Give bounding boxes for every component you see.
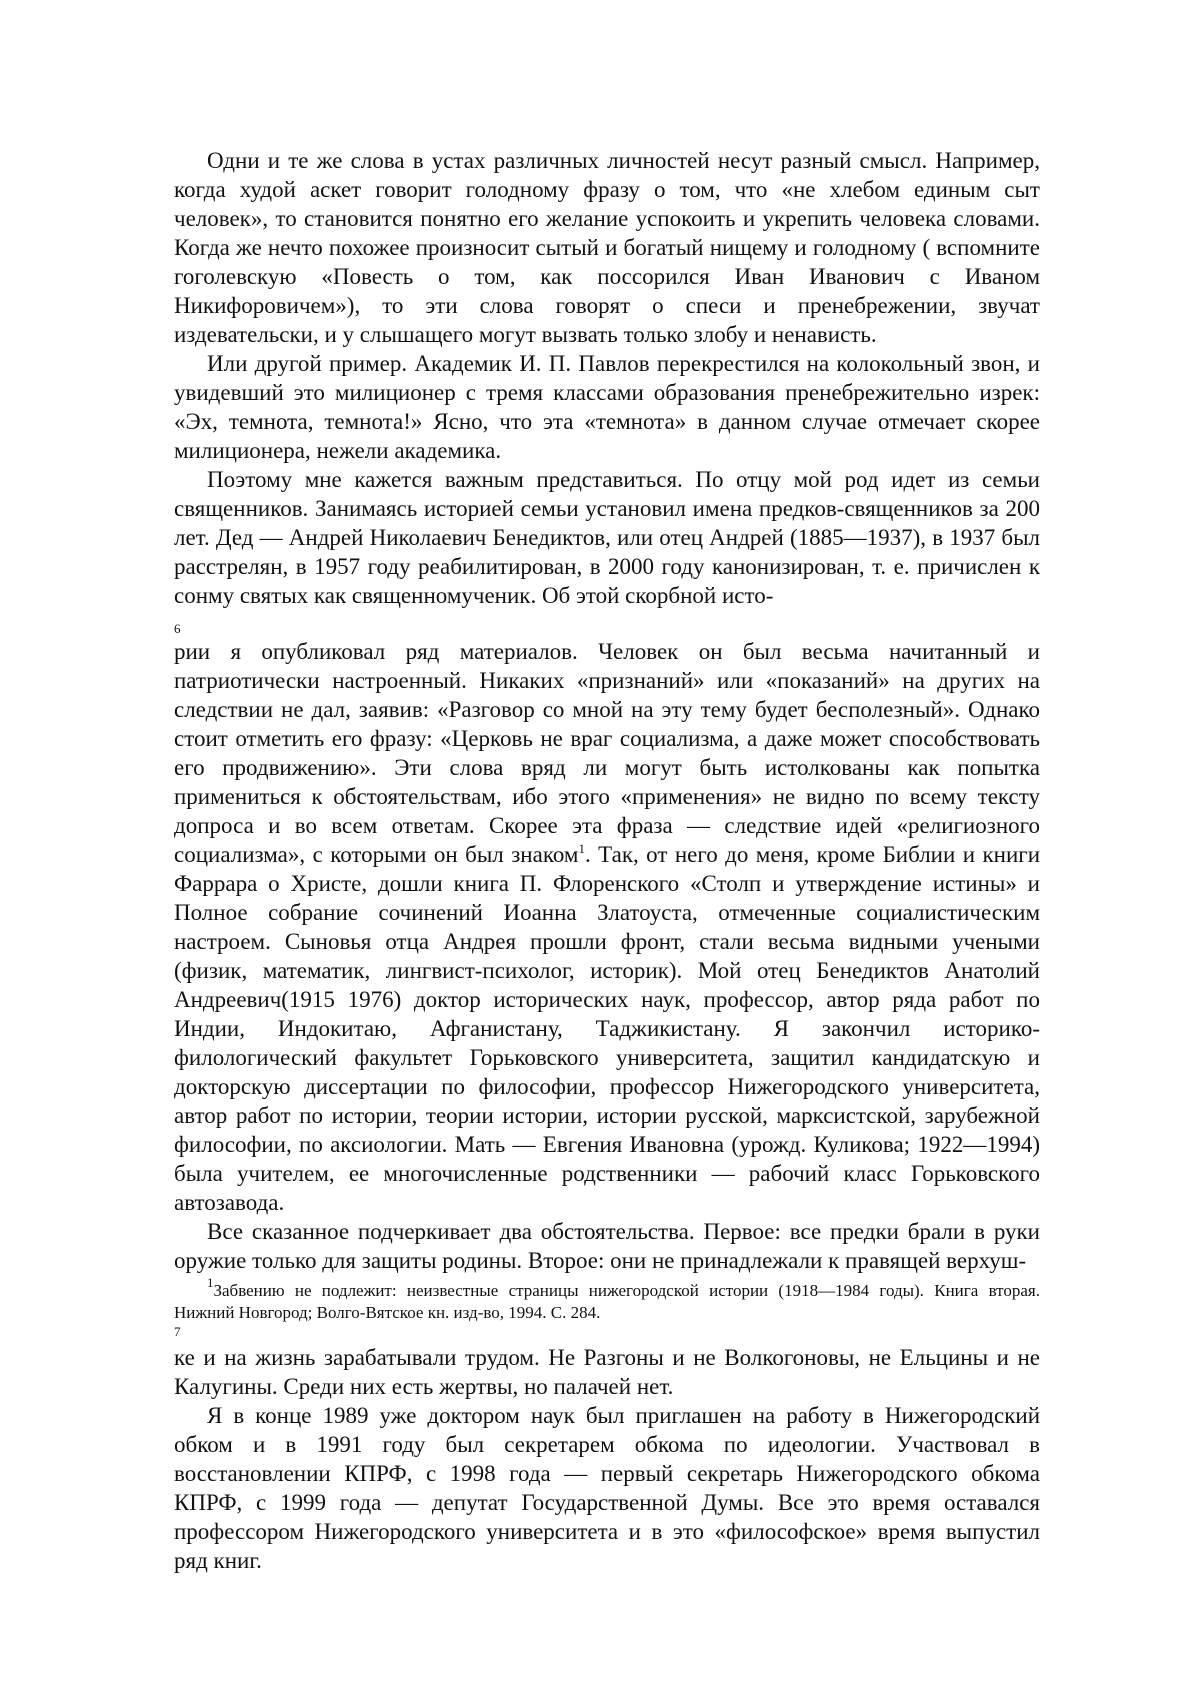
- paragraph: Все сказанное подчеркивает два обстоятельства. Первое: все предки брали в руки оружие только для защиты родины. Второе: они не принадлежали к правящей верхуш-: [174, 1219, 1040, 1273]
- footnote-lead: [174, 1275, 214, 1300]
- page-number: 6: [174, 621, 181, 636]
- footnote-text: Забвению не подлежит: неизвестные страницы нижегородской истории (1918—1984 годы). Книга вторая. Нижний Новгород; Волго-Вятское кн. изд-во, 1994. С. 284.: [174, 1281, 1040, 1322]
- footnote: [174, 1275, 1040, 1324]
- paragraph: [174, 637, 1040, 1217]
- footnote-mark: 1: [207, 1275, 214, 1290]
- text-block-page-8: [174, 1343, 1040, 1575]
- paragraph: Или другой пример. Академик И. П. Павлов перекрестился на колокольный звон, и увидевший это милиционер с тремя классами образования пренебрежительно изрек: «Эх, темнота, темнота!» Ясно, что эта «темнота» в данном случае отмечает скорее милиционера, нежели академика.: [174, 351, 1040, 463]
- text-block-page-6: [174, 146, 1040, 610]
- page-number: 7: [174, 1324, 181, 1339]
- paragraph: Поэтому мне кажется важным представиться. По отцу мой род идет из семьи священников. Занимаясь историей семьи установил имена предков-священников за 200 лет. Дед — Андрей Николаевич Бенедиктов, или отец Андрей (1885—1937), в 1937 был расстрелян, в 1957 году реабилитирован, в 2000 году канонизирован, т. е. причислен к сонму святых как священномученик. Об этой скорбной исто-: [174, 467, 1040, 608]
- paragraph-text: . Так, от него до меня, кроме Библии и книги Фаррара о Христе, дошли книга П. Флоренского «Столп и утверждение истины» и Полное собрание сочинений Иоанна Златоуста, отмеченные социалистическим настроем. Сыновья отца Андрея прошли фронт, стали весьма видными учеными (физик, математик, лингвист-психолог, историк). Мой отец Бенедиктов Анатолий Андреевич(1915 1976) доктор исторических наук, профессор, автор ряда работ по Индии, Индокитаю, Афганистану, Таджикистану. Я закончил историко-филологический факультет Горьковского университета, защитил кандидатскую и докторскую диссертации по философии, профессор Нижегородского университета, автор работ по истории, теории истории, истории русской, марксистской, зарубежной философии, по аксиологии. Мать — Евгения Ивановна (урожд. Куликова; 1922—1994) была учителем, ее многочисленные родственники — рабочий класс Горьковского автозавода.: [174, 842, 1041, 1215]
- paragraph: ке и на жизнь зарабатывали трудом. Не Разгоны и не Волкогоновы, не Ельцины и не Калугины. Среди них есть жертвы, но палачей нет.: [174, 1345, 1040, 1399]
- footnote-reference: 1: [578, 841, 585, 856]
- paragraph: Я в конце 1989 уже доктором наук был приглашен на работу в Нижегородский обком и в 1991 году был секретарем обкома по идеологии. Участвовал в восстановлении КПРФ, с 1998 года — первый секретарь Нижегородского обкома КПРФ, с 1999 года — депутат Государственной Думы. Все это время оставался профессором Нижегородского университета и в это «философское» время выпустил ряд книг.: [174, 1403, 1040, 1573]
- paragraph-text: рии я опубликовал ряд материалов. Человек он был весьма начитанный и патриотически настроенный. Никаких «признаний» или «показаний» на других на следствии не дал, заявив: «Разговор со мной на эту тему будет бесполезный». Однако стоит отметить его фразу: «Церковь не враг социализма, а даже может способствовать его продвижению». Эти слова вряд ли могут быть истолкованы как попытка примениться к обстоятельствам, ибо этого «применения» не видно по всему тексту допроса и во всем ответам. Скорее эта фраза — следствие идей «религиозного социализма», с которыми он был знаком: [174, 639, 1040, 867]
- text-block-page-7: [174, 637, 1040, 1275]
- paragraph: Одни и те же слова в устах различных личностей несут разный смысл. Например, когда худой аскет говорит голодному фразу о том, что «не хлебом единым сыт человек», то становится понятно его желание успокоить и укрепить человека словами. Когда же нечто похожее произносит сытый и богатый нищему и голодному ( вспомните гоголевскую «Повесть о том, как поссорился Иван Иванович с Иваном Никифоровичем»), то эти слова говорят о спеси и пренебрежении, звучат издевательски, и у слышащего могут вызвать только злобу и ненависть.: [174, 148, 1040, 347]
